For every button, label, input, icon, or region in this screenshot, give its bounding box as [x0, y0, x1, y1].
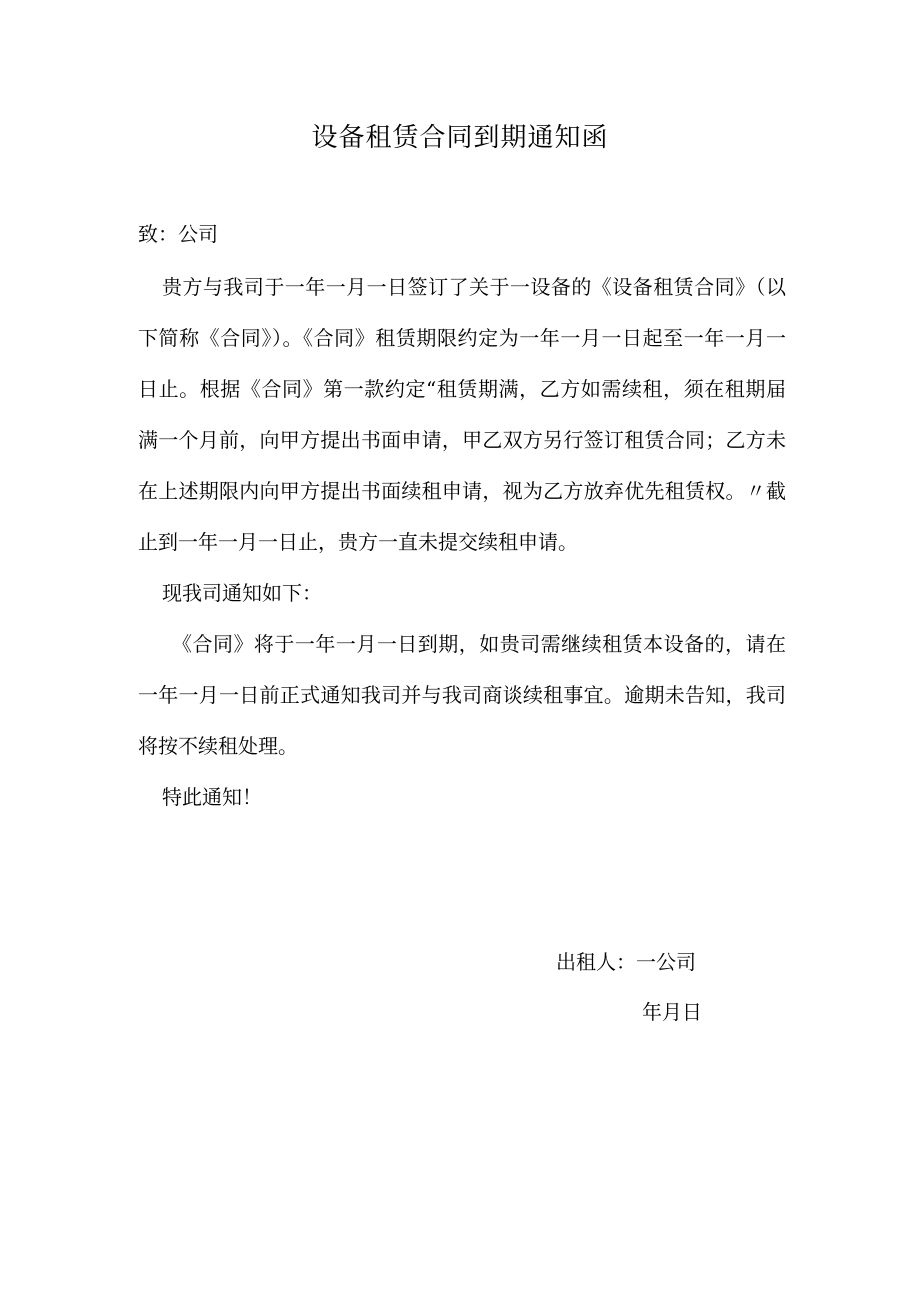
salutation: 致：公司 — [138, 222, 218, 246]
para-notice-intro: 现我司通知如下： — [162, 581, 322, 605]
signature-date: 年月日 — [642, 1000, 702, 1024]
para-notice-detail: 《合同》将于一年一月一日到期，如贵司需继续租赁本设备的，请在一年一月一日前正式通知我司并与我司商谈续租事宜。逾期未告知，我司将按不续租处理。 — [138, 632, 786, 758]
para-closing: 特此通知！ — [162, 785, 262, 809]
para-background: 贵方与我司于一年一月一日签订了关于一设备的《设备租赁合同》（以下简称《合同》）。《合同》租赁期限约定为一年一月一日起至一年一月一日止。根据《合同》第一款约定“租赁期满，乙方如需续租，须在租期届满一个月前，向甲方提出书面申请，甲乙双方另行签订租赁合同；乙方未在上述期限内向甲方提出书面续租申请，视为乙方放弃优先租赁权。〃截止到一年一月一日止，贵方一直未提交续租申请。 — [138, 275, 786, 554]
document-title: 设备租赁合同到期通知函 — [311, 123, 609, 153]
letter-body — [138, 262, 786, 823]
signature-lessor: 出租人：一公司 — [556, 950, 696, 974]
